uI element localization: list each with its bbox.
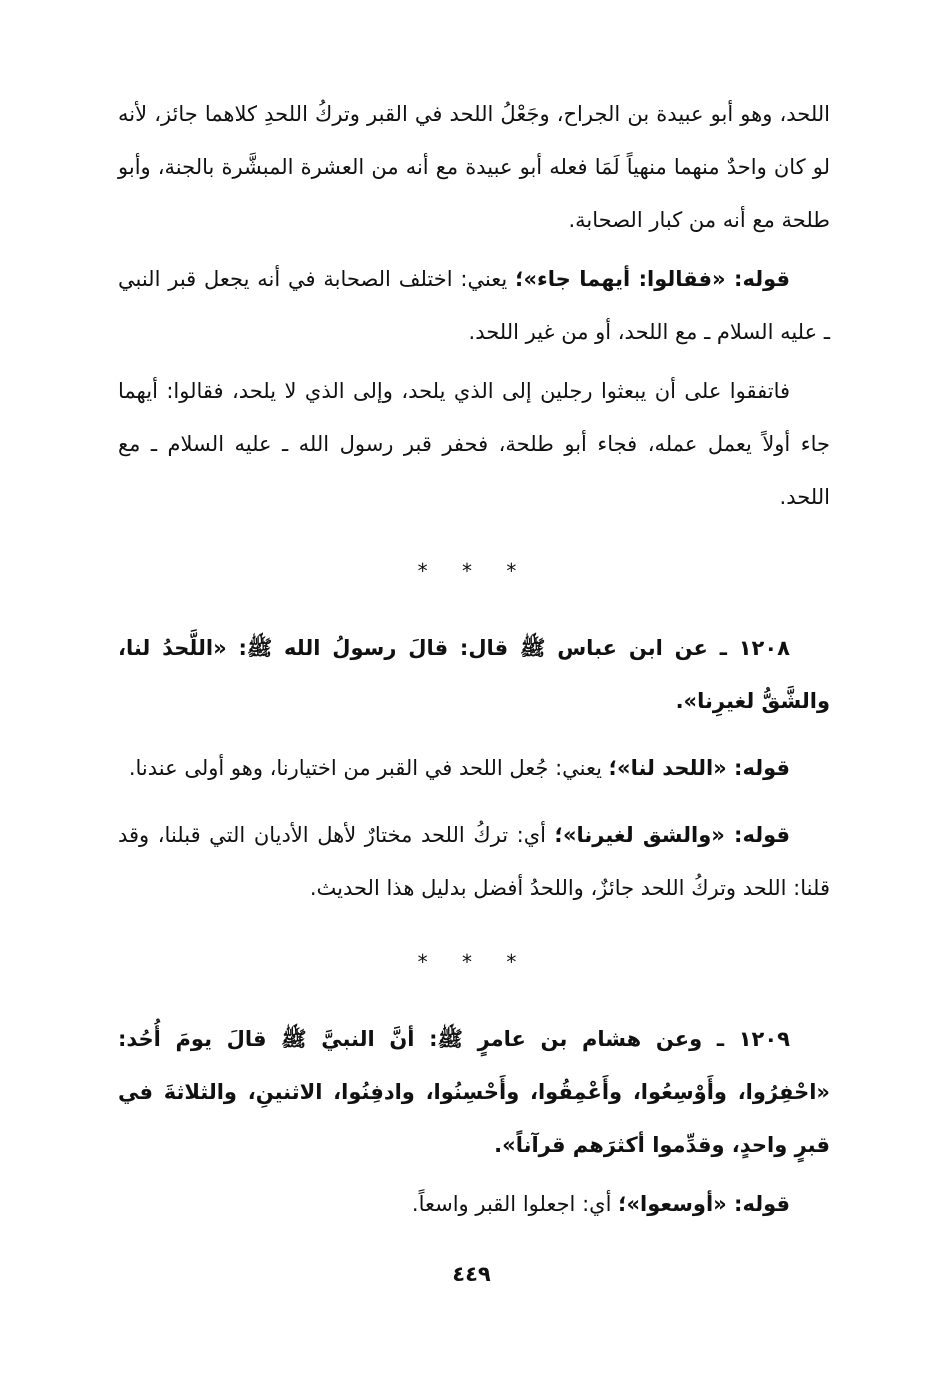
page-body	[118, 88, 830, 1231]
hadith-text: ١٢٠٨ ـ عن ابن عباس ﷺ قال: قالَ رسولُ الله ﷺ: «اللَّحدُ لنا، والشَّقُّ لغيرِنا».	[118, 636, 830, 713]
quote-heading: قوله: «والشق لغيرنا»؛	[554, 823, 790, 847]
page-number: ٤٤٩	[452, 1262, 491, 1286]
paragraph-text: يعني: اختلف الصحابة في أنه يجعل قبر النبي ـ عليه السلام ـ مع اللحد، أو من غير اللحد.	[118, 267, 830, 344]
paragraph-text: فاتفقوا على أن يبعثوا رجلين إلى الذي يلحد، وإلى الذي لا يلحد، فقالوا: أيهما جاء أولاً يعمل عمله، فجاء أبو طلحة، فحفر قبر رسول الله ـ عليه السلام ـ مع اللحد.	[118, 379, 830, 509]
section-divider: * * *	[417, 950, 531, 974]
quote-heading: قوله: «أوسعوا»؛	[618, 1192, 790, 1216]
paragraph-text: يعني: جُعل اللحد في القبر من اختيارنا، وهو أولى عندنا.	[128, 756, 609, 780]
paragraph-qawluhu-washshaqq	[118, 809, 830, 915]
paragraph-lahd-intro	[118, 88, 830, 247]
hadith-1208	[118, 622, 830, 728]
hadith-1209	[118, 1013, 830, 1172]
hadith-text: ١٢٠٩ ـ وعن هشام بن عامرٍ ﷺ: أنَّ النبيَّ ﷺ قالَ يومَ أُحُد: «احْفِرُوا، وأَوْسِعُوا، وأَعْمِقُوا، وأَحْسِنُوا، وادفِنُوا، الاثنينِ، والثلاثةَ في قبرٍ واحدٍ، وقدِّموا أكثرَهم قرآناً».	[118, 1027, 830, 1157]
paragraph-text: أي: تركُ اللحد مختارٌ لأهل الأديان التي قبلنا، وقد قلنا: اللحد وتركُ اللحد جائزٌ، واللحدُ أفضل بدليل هذا الحديث.	[118, 823, 830, 900]
quote-heading: قوله: «فقالوا: أيهما جاء»؛	[515, 267, 790, 291]
paragraph-qawluhu-ayyuhuma	[118, 253, 830, 359]
paragraph-qawluhu-allahd	[118, 742, 830, 795]
paragraph-qawluhu-awsi-u	[118, 1178, 830, 1231]
paragraph-ittafaqu	[118, 365, 830, 524]
paragraph-text: اللحد، وهو أبو عبيدة بن الجراح، وجَعْلُ اللحد في القبر وتركُ اللحدِ كلاهما جائز، لأنه لو كان واحدٌ منهما منهياً لَمَا فعله أبو عبيدة مع أنه من العشرة المبشَّرة بالجنة، وأبو طلحة مع أنه من كبار الصحابة.	[118, 102, 830, 232]
section-divider: * * *	[417, 559, 531, 583]
quote-heading: قوله: «اللحد لنا»؛	[608, 756, 790, 780]
paragraph-text: أي: اجعلوا القبر واسعاً.	[411, 1192, 619, 1216]
